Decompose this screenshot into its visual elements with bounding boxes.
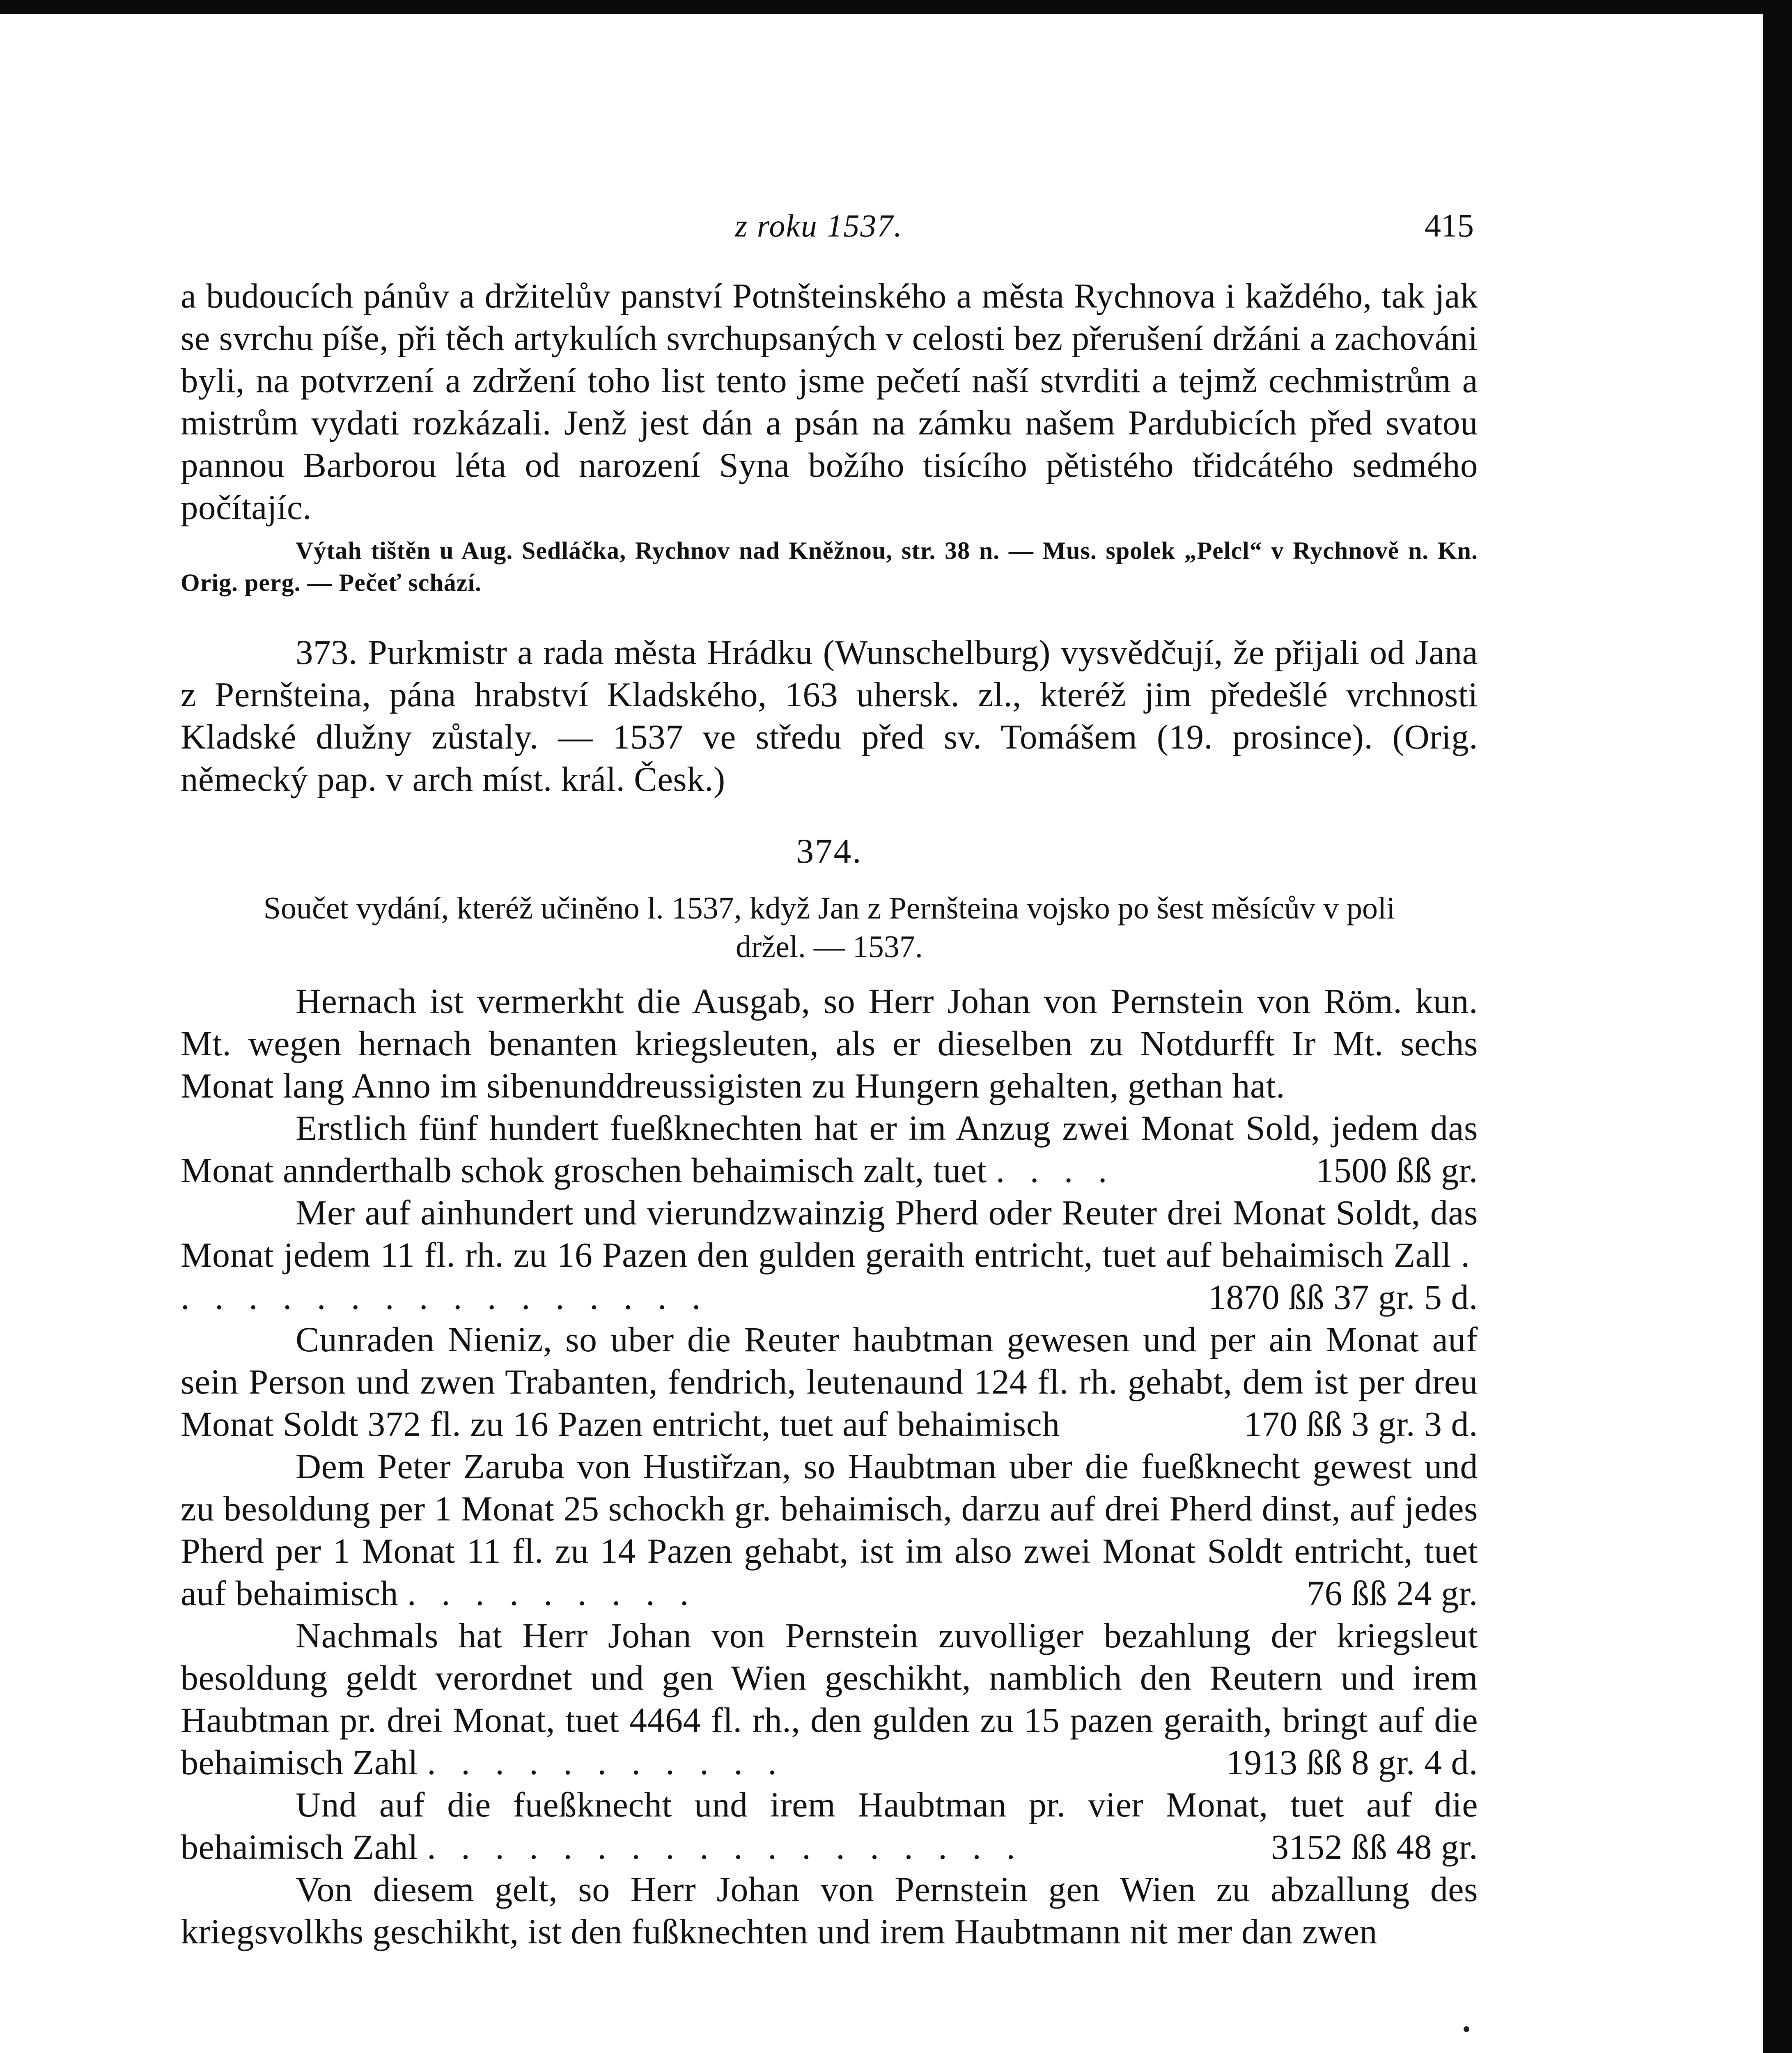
account-text: Nachmals hat Herr Johan von Pernstein zuvolliger bezahlung der kriegsleut besoldung geldt verordnet und gen Wien geschikht, namblich den Reutern und irem Haubtman pr. drei Monat, tuet 4464 fl. rh., den gulden zu 15 pazen geraith, bringt auf die behaimisch Zahl [181,1616,1478,1782]
dot-leader: . . . . . . . . . . . . . . . . . . [427,1827,1023,1867]
account-text: Und auf die fueßknecht und irem Haubtman pr. vier Monat, tuet auf die behaimisch Zahl [181,1785,1478,1867]
account-paragraph-intro [181,980,1478,1107]
account-paragraph-nieniz [181,1318,1478,1445]
account-text: Cunraden Nieniz, so uber die Reuter haubtman gewesen und per ain Monat auf sein Person und zwen Trabanten, fendrich, leutenaund 124 fl. rh. gehabt, dem ist per dreu Monat Soldt 372 fl. zu 16 Pazen entricht, tuet auf behaimisch [181,1320,1478,1444]
account-amount: 170 ßß 3 gr. 3 d. [1244,1404,1478,1444]
account-paragraph-footsoldiers [181,1107,1478,1192]
account-text: Von diesem gelt, so Herr Johan von Pernstein gen Wien zu abzallung des kriegsvolkhs geschikht, ist den fußknechten und irem Haubtmann nit mer dan zwen [181,1869,1478,1951]
account-text: Mer auf ainhundert und vierundzwainzig Pherd oder Reuter drei Monat Soldt, das Monat jedem 11 fl. rh. zu 16 Pazen den gulden geraith entricht, tuet auf behaimisch Zall [181,1193,1478,1275]
account-amount: 76 ßß 24 gr. [1307,1573,1478,1613]
page-number: 415 [1425,208,1474,244]
account-text: Dem Peter Zaruba von Hustiřzan, so Haubtman uber die fueßknecht gewest und zu besoldung per 1 Monat 25 schockh gr. behaimisch, darzu auf drei Pherd dinst, auf jedes Pherd per 1 Monat 11 fl. zu 14 Pazen gehabt, ist im also zwei Monat Soldt entricht, tuet auf behaimisch [181,1447,1478,1613]
dot-leader: . . . . . . . . . [407,1573,697,1613]
dot-leader: . . . . [996,1151,1115,1190]
dot-leader: . . . . . . . . . . . [427,1743,785,1782]
account-paragraph-zaruba [181,1445,1478,1614]
page-body [181,275,1478,1953]
entry-374-subtitle-line-1: Součet vydání, kteréž učiněno l. 1537, když Jan z Pernšteina vojsko po šest měsícův v poli [263,891,1395,925]
running-title: z roku 1537. [735,208,903,243]
german-account [181,980,1478,1953]
czech-closing-paragraph: a budoucích pánův a držitelův panství Potnšteinského a města Rychnova i každého, tak jak se svrchu píše, při těch artykulích svrchupsaných v celosti bez přerušení držáni a zachováni byli, na potvrzení a zdržení toho list tento jsme pečetí naší stvrditi a tejmž cechmistrům a mistrům vydati rozkázali. Jenž jest dán a psán na zámku našem Pardubicích před svatou pannou Barborou léta od narození Syna božího tisícího pětistého třidcátého sedmého počítajíc. [181,277,1478,527]
scan-speck [1464,2026,1469,2032]
account-amount: 3152 ßß 48 gr. [1271,1827,1478,1867]
account-amount: 1500 ßß gr. [1316,1151,1478,1190]
account-paragraph-reutern [181,1614,1478,1784]
account-paragraph-fussknecht [181,1784,1478,1868]
account-text: Hernach ist vermerkht die Ausgab, so Herr Johan von Pernstein von Röm. kun. Mt. wegen hernach benanten kriegsleuten, als er dieselben zu Notdurfft Ir Mt. sechs Monat lang Anno im sibenunddreussigisten zu Hungern gehalten, gethan hat. [181,981,1478,1105]
account-paragraph-horsemen [181,1192,1478,1318]
dot-leader: . . . . . . . . . . . . . . . . . [181,1235,1478,1317]
entry-374-subtitle-line-2: držel. — 1537. [736,930,923,964]
entry-374-subtitle [181,889,1478,966]
entry-373-text: Purkmistr a rada města Hrádku (Wunschelburg) vysvědčují, že přijali od Jana z Pernšteina, pána hrabství Kladského, 163 uhersk. zl., kteréž jim předešlé vrchnosti Kladské dlužny zůstaly. — 1537 ve středu před sv. Tomášem (19. prosince). (Orig. německý pap. v arch míst. král. Česk.) [181,633,1478,799]
entry-373-number: 373. [296,633,358,672]
account-amount: 1870 ßß 37 gr. 5 d. [1208,1277,1478,1317]
account-text: Erstlich fünf hundert fueßknechten hat er im Anzug zwei Monat Sold, jedem das Monat annderthalb schok groschen behaimisch zalt, tuet [181,1108,1478,1190]
account-paragraph-closing [181,1868,1478,1953]
entry-373 [181,632,1478,801]
entry-374-number: 374. [796,832,863,870]
source-note: Výtah tištěn u Aug. Sedláčka, Rychnov nad Kněžnou, str. 38 n. — Mus. spolek „Pelcl“ v Rychnově n. Kn. Orig. perg. — Pečeť schází. [181,537,1478,596]
account-amount: 1913 ßß 8 gr. 4 d. [1226,1743,1478,1782]
